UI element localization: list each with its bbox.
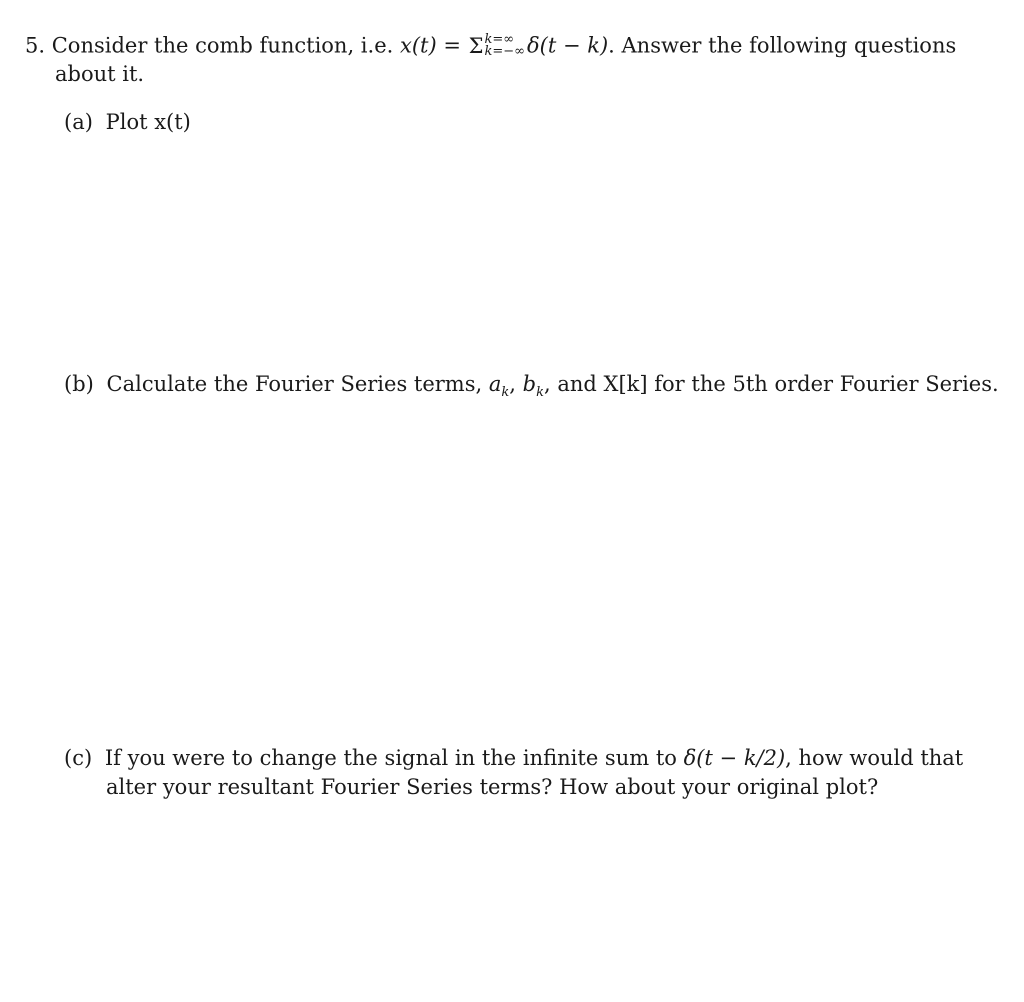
math-t: (t)	[411, 33, 437, 58]
question-intro-post: . Answer the following questions	[608, 33, 957, 58]
part-a-text: Plot x(t)	[105, 110, 191, 134]
part-c-line-1	[64, 748, 963, 769]
part-b-sep: ,	[509, 372, 516, 396]
math-ak-sub: k	[501, 385, 510, 400]
math-x: x	[400, 33, 412, 58]
question-intro: Consider the comb function, i.e.	[51, 33, 394, 58]
part-c-label: (c)	[64, 746, 93, 770]
math-upper-limit: k=∞	[484, 32, 515, 47]
question-number: 5.	[25, 33, 46, 58]
part-a-label: (a)	[64, 110, 93, 134]
part-b-label: (b)	[64, 372, 94, 396]
part-c-text-pre: If you were to change the signal in the infinite sum to	[104, 746, 677, 770]
part-b	[64, 372, 999, 400]
math-bk-sub: k	[536, 385, 545, 400]
part-b-text-pre: Calculate the Fourier Series terms,	[106, 372, 483, 396]
math-delta-term: δ(t − k)	[527, 33, 609, 58]
part-b-text-post: , and X[k] for the 5th order Fourier Series.	[544, 372, 999, 396]
part-a	[64, 112, 191, 133]
question-line-1	[25, 32, 957, 59]
math-sum-limits	[485, 34, 526, 58]
math-equals: =	[443, 33, 461, 58]
math-lower-limit: k=−∞	[484, 44, 526, 59]
math-sigma: Σ	[468, 33, 484, 58]
math-bk: b	[522, 372, 537, 396]
question-line-2: about it.	[55, 62, 145, 86]
part-c-math: δ(t − k/2)	[683, 746, 786, 770]
math-sum	[468, 33, 484, 58]
part-c-text-post: , how would that	[785, 746, 964, 770]
part-c-line-2: alter your resultant Fourier Series terms? How about your original plot?	[106, 775, 879, 799]
math-ak: a	[488, 372, 502, 396]
